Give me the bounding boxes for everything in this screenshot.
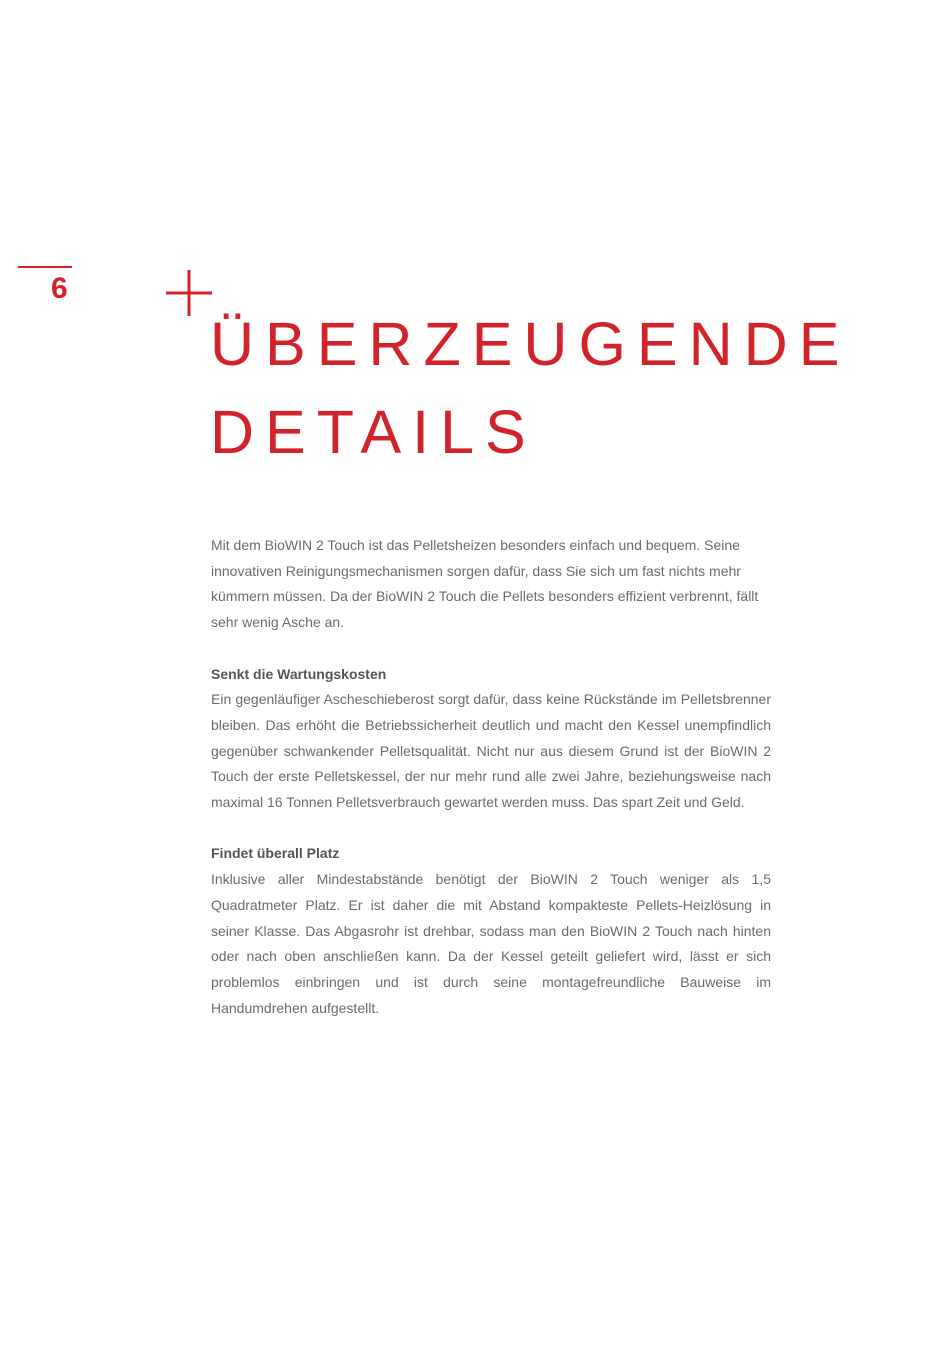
section-space — [211, 841, 771, 1021]
page-title-line-1: ÜBERZEUGENDE — [210, 310, 851, 378]
page-title — [210, 300, 850, 476]
section-heading-maintenance: Senkt die Wartungskosten — [211, 665, 387, 682]
body-text — [211, 533, 771, 1021]
section-text-maintenance: Ein gegenläufiger Ascheschieberost sorgt dafür, dass keine Rückstände im Pelletsbrenner bleiben. Das erhöht die Betriebssicherheit deutlich und macht den Kessel unempfindlich gegenüber schwankender Pelletsqualität. Nicht nur aus diesem Grund ist der BioWIN 2 Touch der erste Pelletskessel, der nur mehr rund alle zwei Jahre, beziehungsweise nach maximal 16 Tonnen Pelletsverbrauch gewartet werden muss. Das spart Zeit und Geld. — [211, 691, 771, 811]
plus-icon — [166, 270, 212, 316]
page-number-rule — [18, 266, 72, 268]
page-title-line-2: DETAILS — [210, 398, 537, 466]
intro-paragraph: Mit dem BioWIN 2 Touch ist das Pelletsheizen besonders einfach und bequem. Seine innovativen Reinigungsmechanismen sorgen dafür, dass Sie sich um fast nichts mehr kümmern müssen. Da der BioWIN 2 Touch die Pellets besonders effizient verbrennt, fällt sehr wenig Asche an. — [211, 537, 759, 631]
section-maintenance — [211, 662, 771, 816]
page-number: 6 — [51, 272, 68, 305]
section-heading-space: Findet überall Platz — [211, 845, 340, 862]
section-text-space: Inklusive aller Mindestabstände benötigt der BioWIN 2 Touch weniger als 1,5 Quadratmeter Platz. Er ist daher die mit Abstand kompakteste Pellets-Heizlösung in seiner Klasse. Das Abgasrohr ist drehbar, sodass man den BioWIN 2 Touch nach hinten oder nach oben anschließen kann. Da der Kessel geteilt geliefert wird, lässt er sich problemlos einbringen und ist durch seine montagefreundliche Bauweise im Handumdrehen aufgestellt. — [211, 871, 771, 1016]
